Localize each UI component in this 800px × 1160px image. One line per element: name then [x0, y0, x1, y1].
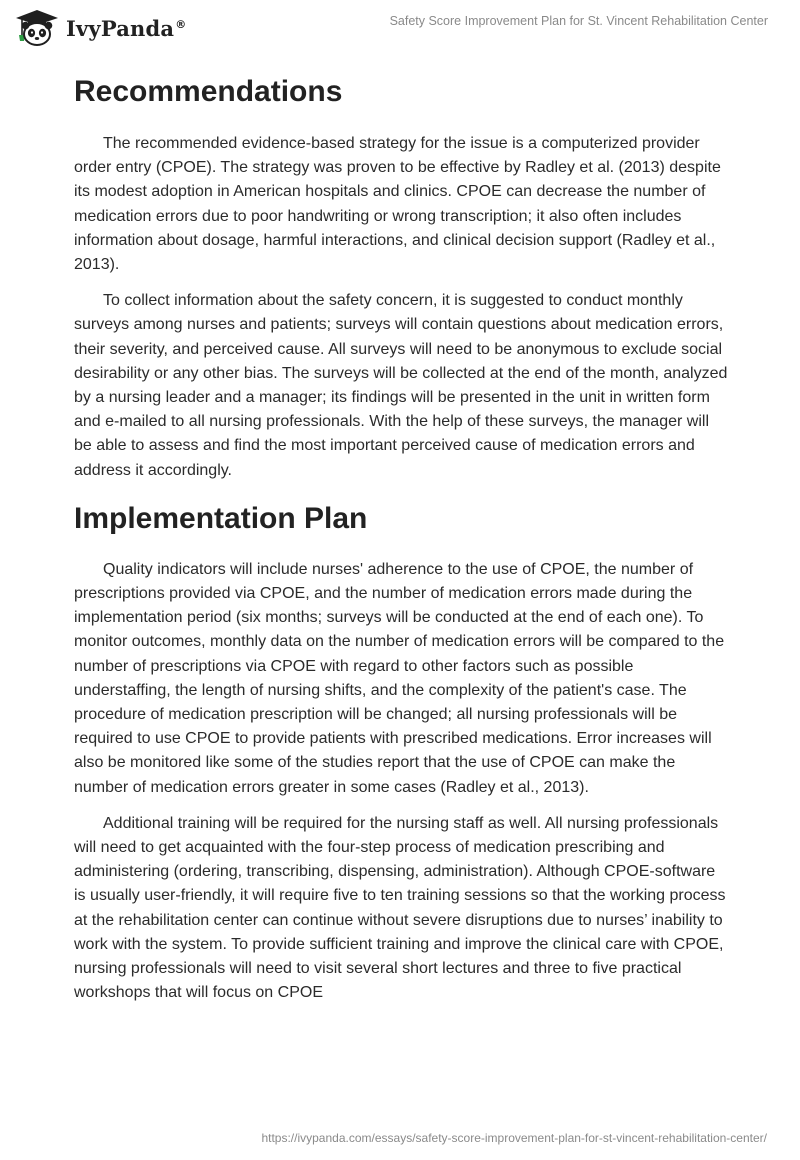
paragraph: To collect information about the safety concern, it is suggested to conduct monthly surveys among nurses and patients; surveys will contain questions about medication errors, their severity, and perceived cause. All surveys will need to be anonymous to exclude social desirability or any other bias. The surveys will be collected at the end of the month, analyzed by a nursing leader and a manager; its findings will be presented in the unit in written form and e-mailed to all nursing professionals. With the help of these surveys, the manager will be able to assess and find the most important perceived cause of medication errors and address it accordingly.: [74, 292, 728, 479]
ivypanda-logo[interactable]: [14, 8, 186, 48]
document-title: Safety Score Improvement Plan for St. Vincent Rehabilitation Center: [389, 14, 768, 28]
source-url[interactable]: https://ivypanda.com/essays/safety-score-improvement-plan-for-st-vincent-rehabilitation-center/: [261, 1131, 767, 1145]
brand-name: IvyPanda®: [66, 15, 187, 41]
panda-graduation-icon: [14, 8, 60, 48]
paragraph: Quality indicators will include nurses' adherence to the use of CPOE, the number of prescriptions provided via CPOE, and the number of medication errors made during the implementation period (six months; surveys will be conducted at the end of each one). To monitor outcomes, monthly data on the number of medication errors will be compared to the number of prescriptions via CPOE with regard to other factors such as possible understaffing, the length of nursing shifts, and the complexity of the patient's case. The procedure of medication prescription will be changed; all nursing professionals will be required to use CPOE to provide patients with prescribed medications. Error increases will also be monitored like some of the studies report that the use of CPOE can make the number of medication errors greater in some cases (Radley et al., 2013).: [74, 560, 725, 796]
essay-content: [74, 70, 730, 1018]
paragraph: The recommended evidence-based strategy for the issue is a computerized provider order entry (CPOE). The strategy was proven to be effective by Radley et al. (2013) despite its modest adoption in American hospitals and clinics. CPOE can decrease the number of medication errors due to poor handwriting or wrong transcription; it also often includes information about dosage, harmful interactions, and clinical decision support (Radley et al., 2013).: [74, 135, 721, 274]
section-heading-implementation-plan: Implementation Plan: [74, 501, 368, 535]
page-header: [0, 0, 800, 60]
section-heading-recommendations: Recommendations: [74, 75, 343, 108]
paragraph: Additional training will be required for the nursing staff as well. All nursing professionals will need to get acquainted with the four-step process of medication prescribing and administering (ordering, transcribing, dispensing, administration). Although CPOE-software is usually user-friendly, it will require five to ten training sessions so that the working process at the rehabilitation center can continue without severe disruptions due to nurses’ inability to work with the system. To provide sufficient training and improve the clinical care with CPOE, nursing professionals will need to visit several short lectures and three to five practical workshops that will focus on CPOE: [74, 814, 726, 1002]
